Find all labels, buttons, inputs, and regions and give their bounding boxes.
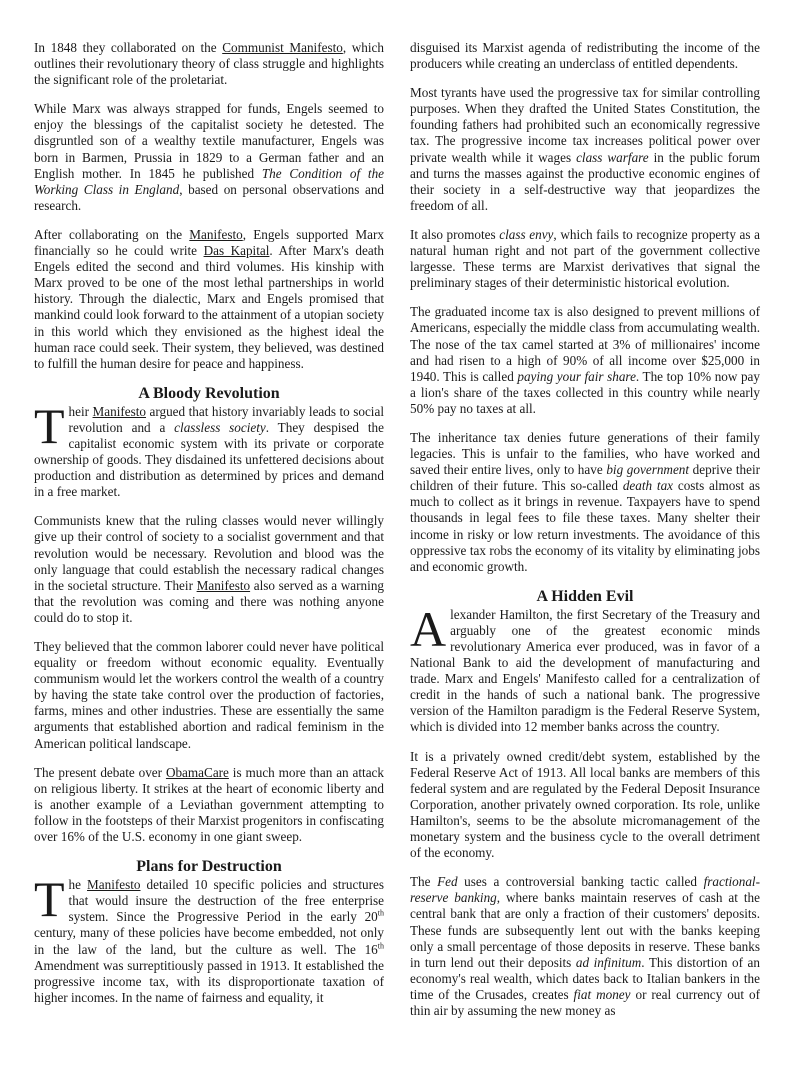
- right-column: [410, 40, 760, 1083]
- drop-cap: A: [410, 600, 447, 657]
- paragraph: The Fed uses a controversial banking tactic called fractional-reserve banking, where banks maintain reserves of cash at the central bank that are only a fraction of their customers' deposits. These funds are subsequently lent out with the banks keeping only a small percentage of those deposits in reserve. These banks in turn lend out their deposits ad infinitum. This distortion of an economy's real wealth, which dates back to Italian bankers in the time of the Crusades, creates fiat money or real currency out of thin air by assuming the new money as: [410, 874, 761, 1018]
- paragraph: The graduated income tax is also designed to prevent millions of Americans, especially the middle class from accumulating wealth. The nose of the tax camel started at 3% of millionaires' income and had risen to a high of 90% of all income over $25,000 in 1940. This is called paying your fair share. The top 10% now pay a lion's share of the taxes collected in this country while nearly 50% pay no taxes at all.: [410, 304, 760, 416]
- paragraph: Alexander Hamilton, the first Secretary of the Treasury and arguably one of the greatest economic minds revolutionary America ever produced, was in favor of a National Bank to aid the development of manufacturing and trade. Marx and Engels' Manifesto called for a centralization of credit in the hands of such a national bank. The progressive version of the Hamilton paradigm is the Federal Reserve System, which is divided into 12 member banks across the country.: [410, 600, 760, 735]
- section-heading: A Bloody Revolution: [138, 384, 280, 402]
- paragraph: Their Manifesto argued that history invariably leads to social revolution and a classless society. They despised the capitalist economic system with its private or corporate ownership of goods. They disdained its unfettered decisions about production and distribution as determined by prices and demand in a free market.: [34, 397, 384, 500]
- paragraph: It also promotes class envy, which fails to recognize property as a natural human right and not part of the government collective largesse. These terms are Marxist derivatives that signal the preliminary stages of their deterministic historical evolution.: [410, 226, 760, 291]
- drop-cap: T: [34, 397, 65, 454]
- paragraph: Most tyrants have used the progressive tax for similar controlling purposes. When they drafted the United States Constitution, the founding fathers had prohibited such an economically regressive tax. The progressive income tax increases political power over private wealth while it wages class warfare in the public forum and turns the masses against the productive economic engines of their society in a self-destructive way that jeopardizes the freedom of all.: [410, 85, 760, 213]
- section-heading: Plans for Destruction: [136, 858, 282, 876]
- paragraph: In 1848 they collaborated on the Communist Manifesto, which outlines their revolutionary theory of class struggle and highlights the significant role of the proletariat.: [34, 40, 384, 88]
- paragraph: disguised its Marxist agenda of redistributing the income of the producers while creating an underclass of entitled dependents.: [410, 40, 760, 72]
- paragraph: It is a privately owned credit/debt system, established by the Federal Reserve Act of 1913. All local banks are members of this federal system and are regulated by the Federal Deposit Insurance Corporation, another privately owned corporation. Its role, unlike Hamilton's, seems to be the absolute micromanagement of the monetary system and the business cycle to the overall detriment of the economy.: [410, 748, 760, 861]
- paragraph: While Marx was always strapped for funds, Engels seemed to enjoy the blessings of the capitalist society he detested. The disgruntled son of a wealthy textile manufacturer, Engels was born in Barmen, Prussia in 1829 to a German father and an English mother. In 1845 he published The Condition of the Working Class in England, based on personal observations and research.: [34, 101, 385, 213]
- section-heading: A Hidden Evil: [536, 587, 634, 605]
- paragraph: The present debate over ObamaCare is much more than an attack on religious liberty. It strikes at the heart of economic liberty and is another example of a Leviathan government attempting to follow in the footsteps of their Marxist progenitors in confiscating over 16% of the U.S. economy in one giant sweep.: [34, 764, 384, 845]
- paragraph: The Manifesto detailed 10 specific policies and structures that would insure the destruction of the free enterprise system. Since the Progressive Period in the early 20th century, many of these policies have become embedded, not only in the law of the land, but the culture as well. The 16th Amendment was surreptitiously passed in 1913. It established the progressive income tax, with its disproportionate taxation of higher incomes. In the name of fairness and equality, it: [34, 871, 384, 1005]
- paragraph: They believed that the common laborer could never have political equality or freedom without economic equality. Eventually communism would let the workers control the wealth of a country by having the state take control over the production of factories, farms, mines and other industries. These are essentially the same arguments that established abortion and radical feminism in the American political landscape.: [34, 639, 384, 751]
- paragraph: The inheritance tax denies future generations of their family legacies. This is unfair to the families, who have worked and saved their entire lives, only to have big government deprive their children of their future. This so-called death tax costs almost as much to collect as it brings in revenue. Taxpayers have to spend thousands in legal fees to file these taxes. Many shelter their income in risky or low return investments. The avoidance of this oppressive tax robs the economy of its vitality by eliminating jobs and economic growth.: [410, 429, 761, 574]
- left-column: [34, 40, 384, 1083]
- paragraph: Communists knew that the ruling classes would never willingly give up their control of society to a socialist government and that revolution would be necessary. Revolution and blood was the only language that could establish the necessary radical changes in the societal structure. Their Manifesto also served as a warning that the revolution was coming and there was nothing anyone could do to stop it.: [34, 513, 385, 625]
- drop-cap: T: [34, 871, 65, 928]
- paragraph: After collaborating on the Manifesto, Engels supported Marx financially so he could write Das Kapital. After Marx's death Engels edited the second and third volumes. His kinship with Marx proved to be one of the most lethal partnerships in world history. Through the dialectic, Marx and Engels promised that mankind could look forward to the attainment of a utopian society in this world which they envisioned as the highest ideal the human race could seek. Their system, they believed, was destined to fulfill the human desire for peace and happiness.: [34, 226, 384, 371]
